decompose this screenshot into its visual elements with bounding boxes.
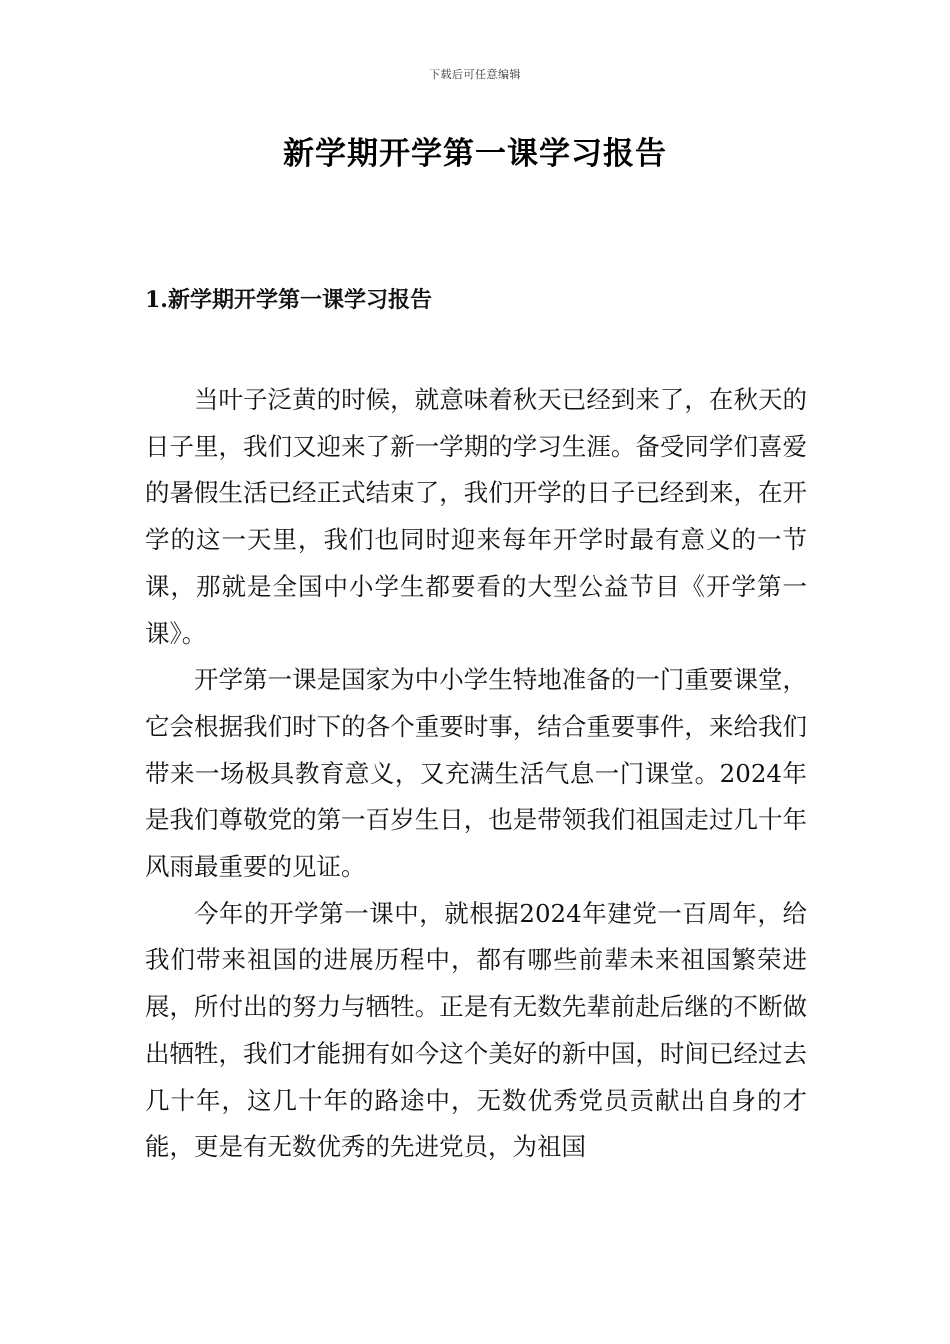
paragraph: 当叶子泛黄的时候，就意味着秋天已经到来了，在秋天的日子里，我们又迎来了新一学期的学习生涯。备受同学们喜爱的暑假生活已经正式结束了，我们开学的日子已经到来，在开学的这一天里，我们也同时迎来每年开学时最有意义的一节课，那就是全国中小学生都要看的大型公益节目《开学第一课》。 [145,385,807,648]
document-body [145,377,807,1171]
section-heading: 1.新学期开学第一课学习报告 [145,287,432,313]
paragraph: 开学第一课是国家为中小学生特地准备的一门重要课堂，它会根据我们时下的各个重要时事，结合重要事件，来给我们带来一场极具教育意义，又充满生活气息一门课堂。2024年是我们尊敬党的第一百岁生日，也是带领我们祖国走过几十年风雨最重要的见证。 [145,665,807,882]
header-note: 下载后可任意编辑 [429,68,521,81]
document-title: 新学期开学第一课学习报告 [283,136,667,172]
paragraph: 今年的开学第一课中，就根据2024年建党一百周年，给我们带来祖国的进展历程中，都有哪些前辈未来祖国繁荣进展，所付出的努力与牺牲。正是有无数先辈前赴后继的不断做出牺牲，我们才能拥有如今这个美好的新中国，时间已经过去几十年，这几十年的路途中，无数优秀党员贡献出自身的才能，更是有无数优秀的先进党员，为祖国 [145,898,807,1162]
